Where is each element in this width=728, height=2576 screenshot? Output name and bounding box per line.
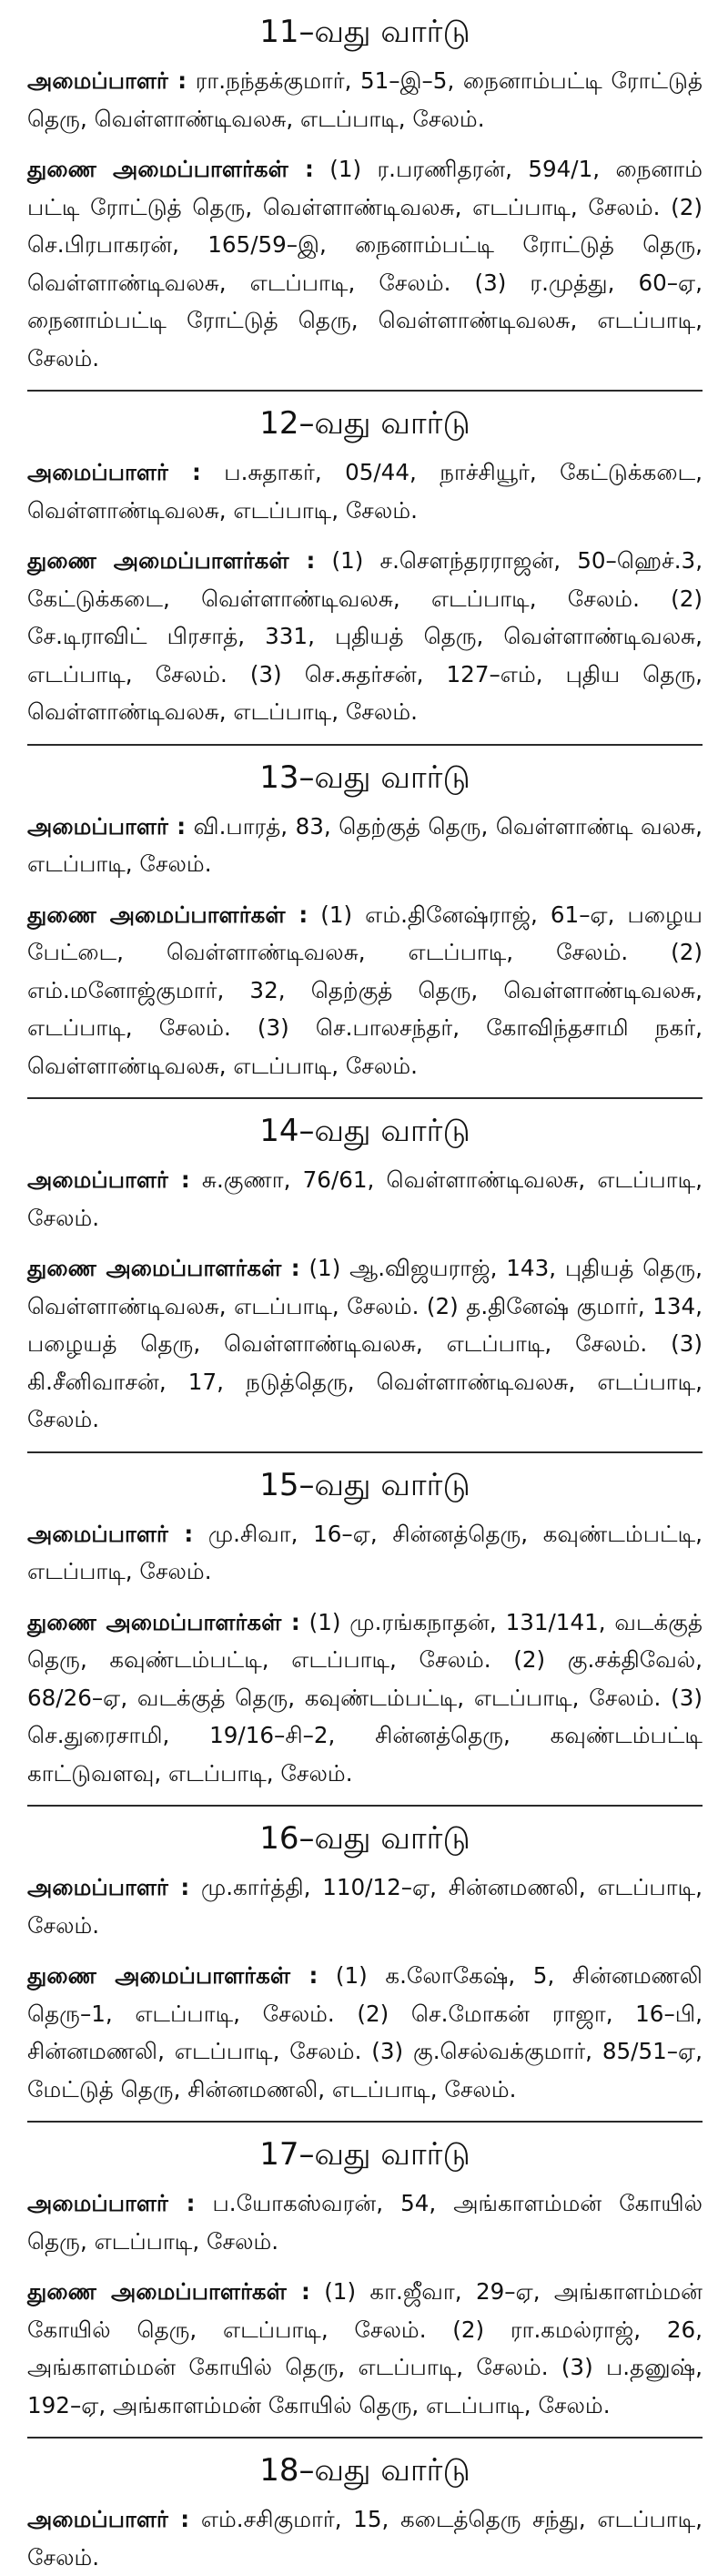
organizer-entry-text: ரா.நந்தக்குமார், 51–இ–5, நைனாம்பட்டி ரோட்டுத் தெரு, வெள்ளாண்டிவலசு, எடப்பாடி, சேலம். — [27, 67, 703, 132]
organizer-entry-label: அமைப்பாளர் : — [27, 67, 187, 94]
ward-title: 13–வது வார்டு — [259, 759, 470, 796]
organizer-entry-label: அமைப்பாளர் : — [27, 812, 187, 840]
deputy-organizers-entry — [27, 1249, 703, 1439]
ward-section — [27, 2123, 703, 2439]
deputy-organizers-entry-text: (1) ர.பரணிதரன், 594/1, நைனாம் பட்டி ரோட்டுத் தெரு, வெள்ளாண்டிவலசு, எடப்பாடி, சேலம். (2) செ.பிரபாகரன், 165/59–இ, நைனாம்பட்டி ரோட்டுத் தெரு, வெள்ளாண்டிவலசு, எடப்பாடி, சேலம். (3) ர.முத்து, 60–ஏ, நைனாம்பட்டி ரோட்டுத் தெரு, வெள்ளாண்டிவலசு, எடப்பாடி, சேலம். — [27, 156, 703, 372]
ward-section — [27, 746, 703, 1100]
deputy-organizers-entry — [27, 896, 703, 1085]
organizer-entry-text: மு.சிவா, 16–ஏ, சின்னத்தெரு, கவுண்டம்பட்டி, எடப்பாடி, சேலம். — [27, 1520, 703, 1584]
organizer-entry — [27, 453, 703, 529]
deputy-organizers-entry-label: துணை அமைப்பாளர்கள் : — [27, 2278, 310, 2305]
deputy-organizers-entry-text: (1) எம்.தினேஷ்ராஜ், 61–ஏ, பழைய பேட்டை, வெள்ளாண்டிவலசு, எடப்பாடி, சேலம். (2) எம்.மனோஜ்குமார், 32, தெற்குத் தெரு, வெள்ளாண்டிவலசு, எடப்பாடி, சேலம். (3) செ.பாலசந்தர், கோவிந்தசாமி நகர், வெள்ளாண்டிவலசு, எடப்பாடி, சேலம். — [27, 901, 703, 1079]
deputy-organizers-entry — [27, 542, 703, 731]
deputy-organizers-entry-text: (1) ச.சௌந்தரராஜன், 50–ஹெச்.3, கேட்டுக்கடை, வெள்ளாண்டிவலசு, எடப்பாடி, சேலம். (2) சே.டிராவிட் பிரசாத், 331, புதியத் தெரு, வெள்ளாண்டிவலசு, எடப்பாடி, சேலம். (3) செ.சுதர்சன், 127–எம், புதிய தெரு, வெள்ளாண்டிவலசு, எடப்பாடி, சேலம். — [27, 547, 703, 725]
ward-title: 11–வது வார்டு — [259, 14, 470, 50]
organizer-entry-label: அமைப்பாளர் : — [27, 459, 201, 485]
organizer-entry-label: அமைப்பாளர் : — [27, 1874, 190, 1900]
ward-section — [27, 1807, 703, 2123]
organizer-entry-label: அமைப்பாளர் : — [27, 2190, 196, 2216]
deputy-organizers-entry-label: துணை அமைப்பாளர்கள் : — [27, 1608, 300, 1635]
deputy-organizers-entry — [27, 1957, 703, 2108]
ward-section — [27, 392, 703, 746]
deputy-organizers-entry-text: (1) ஆ.விஜயராஜ், 143, புதியத் தெரு, வெள்ளாண்டிவலசு, எடப்பாடி, சேலம். (2) த.தினேஷ் குமார், 134, பழையத் தெரு, வெள்ளாண்டிவலசு, எடப்பாடி, சேலம். (3) கி.சீனிவாசன், 17, நடுத்தெரு, வெள்ளாண்டிவலசு, எடப்பாடி, சேலம். — [27, 1255, 703, 1432]
organizer-entry — [27, 2500, 703, 2576]
deputy-organizers-entry — [27, 2273, 703, 2424]
ward-title: 18–வது வார்டு — [259, 2452, 470, 2489]
deputy-organizers-entry-label: துணை அமைப்பாளர்கள் : — [27, 547, 316, 574]
ward-title: 16–வது வார்டு — [259, 1820, 470, 1857]
organizer-entry-label: அமைப்பாளர் : — [27, 1520, 194, 1547]
organizer-entry-text: வி.பாரத், 83, தெற்குத் தெரு, வெள்ளாண்டி வலசு, எடப்பாடி, சேலம். — [27, 812, 703, 877]
organizer-entry — [27, 1868, 703, 1944]
organizer-entry — [27, 808, 703, 883]
deputy-organizers-entry-text: (1) க.லோகேஷ், 5, சின்னமணலி தெரு–1, எடப்பாடி, சேலம். (2) செ.மோகன் ராஜா, 16–பி, சின்னமணலி, எடப்பாடி, சேலம். (3) கு.செல்வக்குமார், 85/51–ஏ, மேட்டுத் தெரு, சின்னமணலி, எடப்பாடி, சேலம். — [27, 1962, 703, 2103]
organizer-entry — [27, 2184, 703, 2260]
deputy-organizers-entry-text: (1) கா.ஜீவா, 29–ஏ, அங்காளம்மன் கோயில் தெரு, எடப்பாடி, சேலம். (2) ரா.கமல்ராஜ், 26, அங்காளம்மன் கோயில் தெரு, எடப்பாடி, சேலம். (3) ப.தனுஷ், 192–ஏ, அங்காளம்மன் கோயில் தெரு, எடப்பாடி, சேலம். — [27, 2278, 703, 2418]
ward-title: 12–வது வார்டு — [259, 405, 470, 442]
organizer-entry-text: சு.குணா, 76/61, வெள்ளாண்டிவலசு, எடப்பாடி, சேலம். — [27, 1166, 703, 1231]
deputy-organizers-entry-label: துணை அமைப்பாளர்கள் : — [27, 1962, 318, 1989]
deputy-organizers-entry-label: துணை அமைப்பாளர்கள் : — [27, 1255, 300, 1281]
ward-section — [27, 2439, 703, 2576]
organizer-entry — [27, 62, 703, 137]
organizer-entry-text: எம்.சசிகுமார், 15, கடைத்தெரு சந்து, எடப்பாடி, சேலம். — [27, 2506, 703, 2571]
organizer-entry-text: மு.கார்த்தி, 110/12–ஏ, சின்னமணலி, எடப்பாடி, சேலம். — [27, 1874, 703, 1939]
ward-title: 17–வது வார்டு — [259, 2136, 470, 2173]
deputy-organizers-entry-text: (1) மு.ரங்கநாதன், 131/141, வடக்குத் தெரு, கவுண்டம்பட்டி, எடப்பாடி, சேலம். (2) கு.சக்திவேல், 68/26–ஏ, வடக்குத் தெரு, கவுண்டம்பட்டி, எடப்பாடி, சேலம். (3) செ.துரைசாமி, 19/16–சி–2, சின்னத்தெரு, கவுண்டம்பட்டி காட்டுவளவு, எடப்பாடி, சேலம். — [27, 1608, 703, 1787]
ward-title: 15–வது வார்டு — [259, 1466, 470, 1503]
organizer-entry-text: ப.யோகஸ்வரன், 54, அங்காளம்மன் கோயில் தெரு, எடப்பாடி, சேலம். — [27, 2190, 703, 2255]
organizer-entry-label: அமைப்பாளர் : — [27, 1166, 190, 1193]
ward-title: 14–வது வார்டு — [259, 1113, 470, 1149]
deputy-organizers-entry-label: துணை அமைப்பாளர்கள் : — [27, 901, 308, 928]
ward-section — [27, 1453, 703, 1807]
deputy-organizers-entry — [27, 150, 703, 377]
deputy-organizers-entry-label: துணை அமைப்பாளர்கள் : — [27, 156, 314, 182]
deputy-organizers-entry — [27, 1604, 703, 1793]
ward-section — [27, 0, 703, 392]
organizer-entry — [27, 1161, 703, 1237]
organizer-entry-label: அமைப்பாளர் : — [27, 2506, 190, 2532]
organizer-entry — [27, 1515, 703, 1591]
organizer-entry-text: ப.சுதாகர், 05/44, நாச்சியூர், கேட்டுக்கடை, வெள்ளாண்டிவலசு, எடப்பாடி, சேலம். — [27, 459, 703, 524]
ward-section — [27, 1099, 703, 1453]
